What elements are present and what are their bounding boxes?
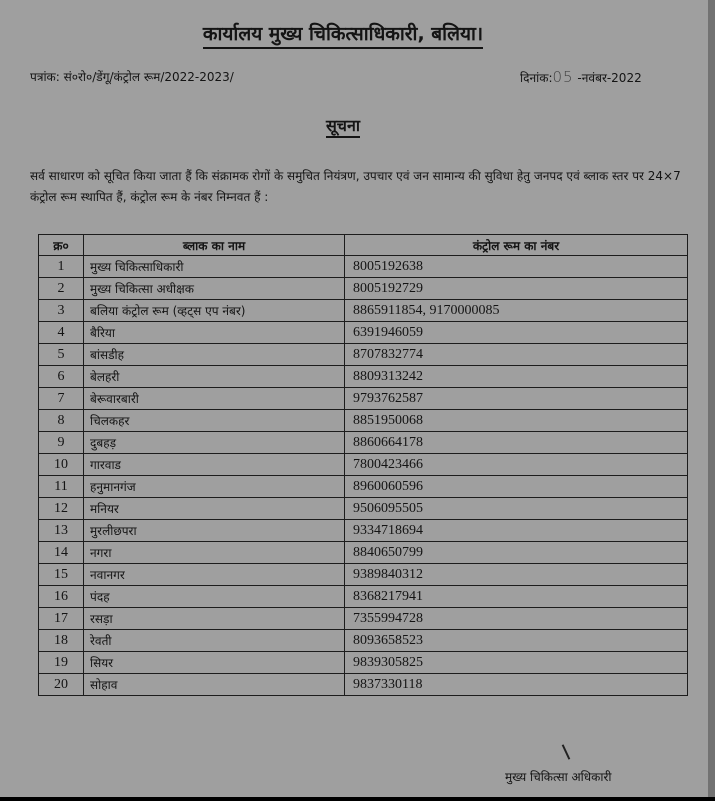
date-month-year: -नवंबर-2022 [573,71,642,85]
reference-number: पत्रांक: सं०रो०/डेंगू/कंट्रोल रूम/2022-2023/ [30,70,234,84]
serial-cell: 19 [39,652,84,674]
block-name-cell: सोहाव [84,674,345,696]
control-number-cell: 8707832774 [345,344,688,366]
control-number-cell: 7800423466 [345,454,688,476]
block-name-cell: बेरूवारबारी [84,388,345,410]
block-name-cell: नवानगर [84,564,345,586]
serial-cell: 1 [39,256,84,278]
block-name-cell: पंदह [84,586,345,608]
signature-mark [562,744,571,759]
block-name-cell: बेलहरी [84,366,345,388]
control-number-cell: 7355994728 [345,608,688,630]
control-number-cell: 9506095505 [345,498,688,520]
serial-cell: 2 [39,278,84,300]
control-number-cell: 8960060596 [345,476,688,498]
block-name-cell: मुख्य चिकित्सा अधीक्षक [84,278,345,300]
table-row [39,652,688,674]
table-row [39,388,688,410]
block-name-cell: मुख्य चिकित्साधिकारी [84,256,345,278]
signature-title: मुख्य चिकित्सा अधिकारी [505,770,612,784]
block-name-cell: गारवाड [84,454,345,476]
table-row [39,630,688,652]
table-row [39,432,688,454]
serial-cell: 13 [39,520,84,542]
table-row [39,608,688,630]
serial-cell: 10 [39,454,84,476]
block-name-cell: बांसडीह [84,344,345,366]
control-number-cell: 8368217941 [345,586,688,608]
header-serial: क्र० [39,235,84,256]
control-number-cell: 8860664178 [345,432,688,454]
block-name-cell: मुरलीछपरा [84,520,345,542]
serial-cell: 15 [39,564,84,586]
block-name-cell: रेवती [84,630,345,652]
table-row [39,300,688,322]
control-number-cell: 9334718694 [345,520,688,542]
table-row [39,410,688,432]
serial-cell: 7 [39,388,84,410]
date-day-handwritten: 05 [552,68,574,86]
serial-cell: 14 [39,542,84,564]
control-number-cell: 8851950068 [345,410,688,432]
serial-cell: 12 [39,498,84,520]
control-number-cell: 9793762587 [345,388,688,410]
serial-cell: 17 [39,608,84,630]
serial-cell: 18 [39,630,84,652]
notice-heading [0,114,686,136]
table-header-row [39,235,688,256]
block-name-cell: सियर [84,652,345,674]
serial-cell: 8 [39,410,84,432]
serial-cell: 3 [39,300,84,322]
control-number-cell: 8093658523 [345,630,688,652]
control-number-cell: 8840650799 [345,542,688,564]
control-number-cell: 8865911854, 9170000085 [345,300,688,322]
table-row [39,344,688,366]
serial-cell: 4 [39,322,84,344]
control-room-table [38,234,688,696]
control-number-cell: 8005192729 [345,278,688,300]
header-block-name: ब्लाक का नाम [84,235,345,256]
serial-cell: 9 [39,432,84,454]
control-number-cell: 9837330118 [345,674,688,696]
block-name-cell: बैरिया [84,322,345,344]
table-row [39,322,688,344]
table-row [39,520,688,542]
block-name-cell: बलिया कंट्रोल रूम (व्हट्स एप नंबर) [84,300,345,322]
table-row [39,278,688,300]
table-row [39,498,688,520]
block-name-cell: रसड़ा [84,608,345,630]
header-control-number: कंट्रोल रूम का नंबर [345,235,688,256]
block-name-cell: नगरा [84,542,345,564]
control-number-cell: 9389840312 [345,564,688,586]
table-row [39,256,688,278]
control-number-cell: 8005192638 [345,256,688,278]
office-title-text: कार्यालय मुख्य चिकित्साधिकारी, बलिया। [203,23,483,49]
table-row [39,366,688,388]
notice-paragraph: सर्व साधारण को सूचित किया जाता हैं कि संक्रामक रोगों के समुचित नियंत्रण, उपचार एवं जन सामान्य की सुविधा हेतु जनपद एवं ब्लाक स्तर पर 24×7 कंट्रोल रूम स्थापित हैं, कंट्रोल रूम के नंबर निम्नवत हैं : [30,169,681,204]
control-number-cell: 9839305825 [345,652,688,674]
serial-cell: 16 [39,586,84,608]
serial-cell: 6 [39,366,84,388]
office-title [0,20,686,46]
block-name-cell: मनियर [84,498,345,520]
serial-cell: 11 [39,476,84,498]
table-row [39,542,688,564]
table-row [39,454,688,476]
date-label: दिनांक: [520,71,553,85]
notice-heading-text: सूचना [326,116,360,138]
table-row [39,586,688,608]
control-number-cell: 8809313242 [345,366,688,388]
serial-cell: 5 [39,344,84,366]
serial-cell: 20 [39,674,84,696]
block-name-cell: हनुमानगंज [84,476,345,498]
control-number-cell: 6391946059 [345,322,688,344]
table-row [39,674,688,696]
table-row [39,564,688,586]
bottom-black-bar [0,797,715,801]
block-name-cell: दुबहड़ [84,432,345,454]
page-edge-shadow [708,0,715,797]
table-row [39,476,688,498]
block-name-cell: चिलकहर [84,410,345,432]
date-line [520,68,642,86]
